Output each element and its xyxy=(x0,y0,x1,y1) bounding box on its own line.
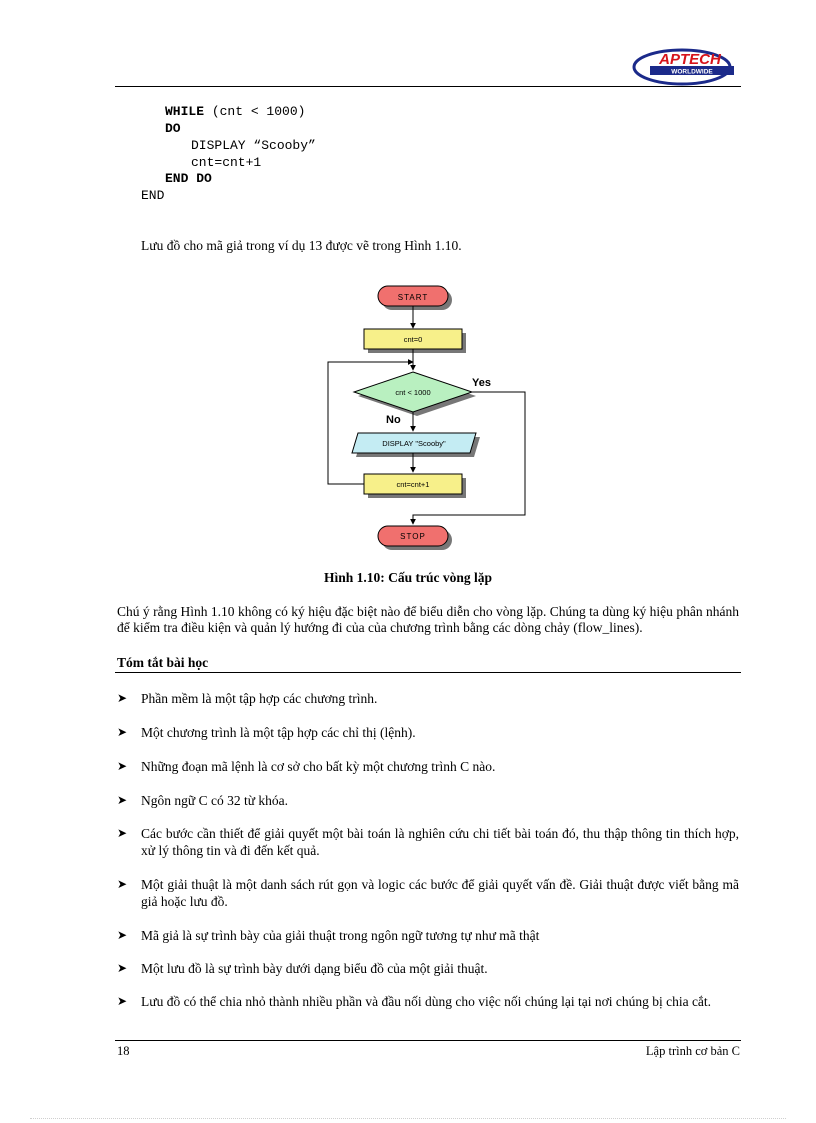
bullet-item xyxy=(117,927,739,944)
bullet-text: Những đoạn mã lệnh là cơ sở cho bất kỳ một chương trình C nào. xyxy=(141,759,496,774)
bullet-text: Mã giả là sự trình bày của giải thuật trong ngôn ngữ tương tự như mã thật xyxy=(141,928,540,943)
bullet-text: Một giải thuật là một danh sách rút gọn và logic các bước để giải quyết vấn đề. Giải thuật được viết bằng mã giả hoặc lưu đồ. xyxy=(141,877,739,909)
code-line-4: cnt=cnt+1 xyxy=(191,155,262,170)
bullet-arrow-icon: ➤ xyxy=(117,826,128,840)
note-paragraph: Chú ý rằng Hình 1.10 không có ký hiệu đặc biệt nào để biểu diễn cho vòng lặp. Chúng ta dùng ký hiệu phân nhánh để kiểm tra điều kiện và quản lý hướng đi của của chương trình bằng các dòng chảy (flow_lines). xyxy=(117,604,739,635)
summary-heading: Tóm tắt bài học xyxy=(117,655,209,670)
bullet-text: Phần mềm là một tập hợp các chương trình. xyxy=(141,691,378,706)
page-edge-dots xyxy=(30,1118,786,1119)
aptech-logo xyxy=(632,46,736,86)
bullet-arrow-icon: ➤ xyxy=(117,994,128,1008)
bullet-arrow-icon: ➤ xyxy=(117,877,128,891)
summary-rule xyxy=(115,672,741,673)
bullet-text: Một lưu đồ là sự trình bày dưới dạng biểu đồ của một giải thuật. xyxy=(141,961,488,976)
bullet-arrow-icon: ➤ xyxy=(117,759,128,773)
intro-text: Lưu đồ cho mã giả trong ví dụ 13 được vẽ trong Hình 1.10. xyxy=(141,238,462,253)
bullet-text: Lưu đồ có thể chia nhỏ thành nhiều phần và đầu nối dùng cho việc nối chúng lại tại nơi chúng bị chia cắt. xyxy=(141,994,712,1009)
bullet-item xyxy=(117,993,739,1010)
code-line-3: DISPLAY “Scooby” xyxy=(191,138,316,153)
header-rule xyxy=(115,86,741,87)
bullet-item xyxy=(117,825,739,859)
bullet-arrow-icon: ➤ xyxy=(117,793,128,807)
bullet-item xyxy=(117,724,739,741)
figure-caption: Hình 1.10: Cấu trúc vòng lặp xyxy=(323,570,493,585)
code-line-1 xyxy=(165,103,305,120)
flowchart xyxy=(320,282,530,554)
no-label: No xyxy=(386,414,401,426)
footer-rule xyxy=(115,1040,741,1041)
bullet-item xyxy=(117,876,739,910)
bullet-item xyxy=(117,792,739,809)
bullet-item xyxy=(117,758,739,775)
logo-subtext: WORLDWIDE xyxy=(671,68,713,76)
book-title: Lập trình cơ bản C xyxy=(645,1044,740,1058)
code-line-6: END xyxy=(141,188,165,203)
init-label: cnt=0 xyxy=(403,335,423,344)
bullet-arrow-icon: ➤ xyxy=(117,691,128,705)
yes-label: Yes xyxy=(472,377,491,389)
display-label: DISPLAY "Scooby" xyxy=(382,439,446,448)
yes-path-line xyxy=(413,392,525,524)
bullet-item xyxy=(117,690,739,707)
condition-label: cnt < 1000 xyxy=(395,388,431,397)
bullet-text: Các bước cần thiết để giải quyết một bài toán là nghiên cứu chi tiết bài toán đó, thu thập thông tin thích hợp, xử lý thông tin và đi đến kết quả. xyxy=(141,826,739,858)
code-while-keyword: WHILE xyxy=(165,104,205,119)
code-line-2: DO xyxy=(165,121,181,136)
bullet-arrow-icon: ➤ xyxy=(117,961,128,975)
code-while-condition: (cnt < 1000) xyxy=(204,104,306,119)
logo-text: APTECH xyxy=(659,51,721,68)
page-number: 18 xyxy=(117,1044,130,1058)
start-label: START xyxy=(397,293,429,302)
bullet-arrow-icon: ➤ xyxy=(117,725,128,739)
bullet-text: Ngôn ngữ C có 32 từ khóa. xyxy=(141,793,288,808)
stop-label: STOP xyxy=(400,532,426,541)
increment-label: cnt=cnt+1 xyxy=(396,480,430,489)
bullet-arrow-icon: ➤ xyxy=(117,928,128,942)
bullet-text: Một chương trình là một tập hợp các chỉ thị (lệnh). xyxy=(141,725,416,740)
bullet-item xyxy=(117,960,739,977)
code-line-5: END DO xyxy=(165,171,212,186)
